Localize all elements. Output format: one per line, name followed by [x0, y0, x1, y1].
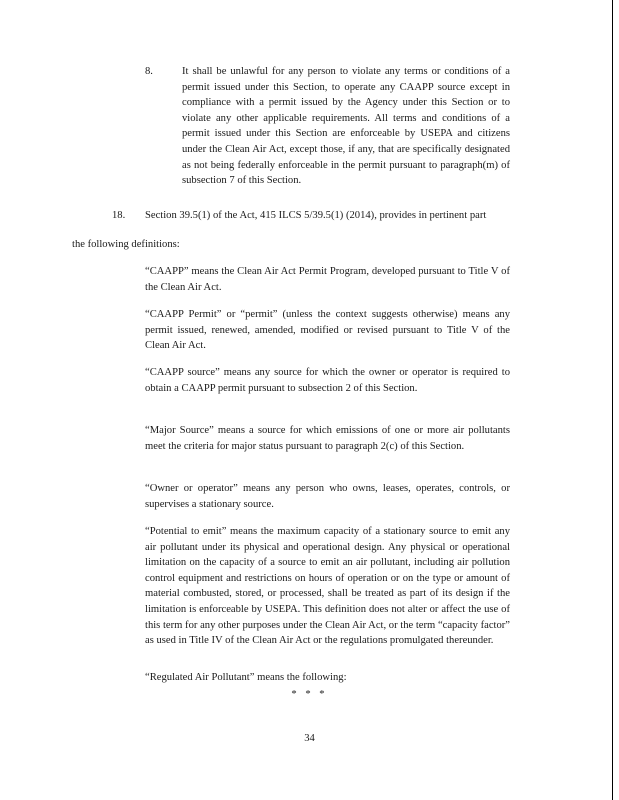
quoted-subsection-8 — [145, 64, 510, 189]
definition-owner-operator: “Owner or operator” means any person who owns, leases, operates, controls, or supervises a stationary source. — [145, 483, 510, 510]
subsection-marker: 8. — [145, 66, 153, 77]
subsection-text: It shall be unlawful for any person to violate any terms or conditions of a permit issued under this Section, to operate any CAAPP source except in compliance with a permit issued by the Agency under this Section or to violate any other applicable requirements. All terms and conditions of a permit issued under this Section are enforceable by USEPA and citizens under the Clean Air Act, except those, if any, that are specifically designated as not being federally enforceable in the permit pursuant to paragraph(m) of subsection 7 of this Section. — [182, 66, 510, 187]
paragraph-first-line: Section 39.5(1) of the Act, 415 ILCS 5/39.5(1) (2014), provides in pertinent part — [145, 210, 487, 221]
paragraph-18 — [112, 208, 512, 224]
page-number: 34 — [304, 733, 315, 744]
omission-asterisks: * * * — [291, 689, 328, 700]
definition-potential-to-emit: “Potential to emit” means the maximum capacity of a stationary source to emit any air pollutant under its physical and operational design. Any physical or operational limitation on the capacity of a source to emit an air pollutant, including air pollution control equipment and restrictions on hours of operation or on the type or amount of material combusted, stored, or processed, shall be treated as part of its design if the limitation is enforceable by USEPA. This definition does not alter or affect the use of this term for any other purposes under the Clean Air Act, or the term “capacity factor” as used in Title IV of the Clean Air Act or the regulations promulgated thereunder. — [145, 526, 510, 647]
page-right-border — [612, 0, 613, 800]
definition-caapp: “CAAPP” means the Clean Air Act Permit Program, developed pursuant to Title V of the Clean Air Act. — [145, 266, 510, 293]
definition-caapp-source: “CAAPP source” means any source for which the owner or operator is required to obtain a CAAPP permit pursuant to subsection 2 of this Section. — [145, 367, 510, 394]
paragraph-18-continuation: the following definitions: — [72, 239, 180, 250]
definition-regulated-air-pollutant: “Regulated Air Pollutant” means the following: — [145, 672, 347, 683]
paragraph-number: 18. — [112, 210, 126, 221]
definition-major-source: “Major Source” means a source for which emissions of one or more air pollutants meet the criteria for major status pursuant to paragraph 2(c) of this Section. — [145, 425, 510, 452]
definition-caapp-permit: “CAAPP Permit” or “permit” (unless the context suggests otherwise) means any permit issued, renewed, amended, modified or revised pursuant to Title V of the Clean Air Act. — [145, 309, 510, 352]
